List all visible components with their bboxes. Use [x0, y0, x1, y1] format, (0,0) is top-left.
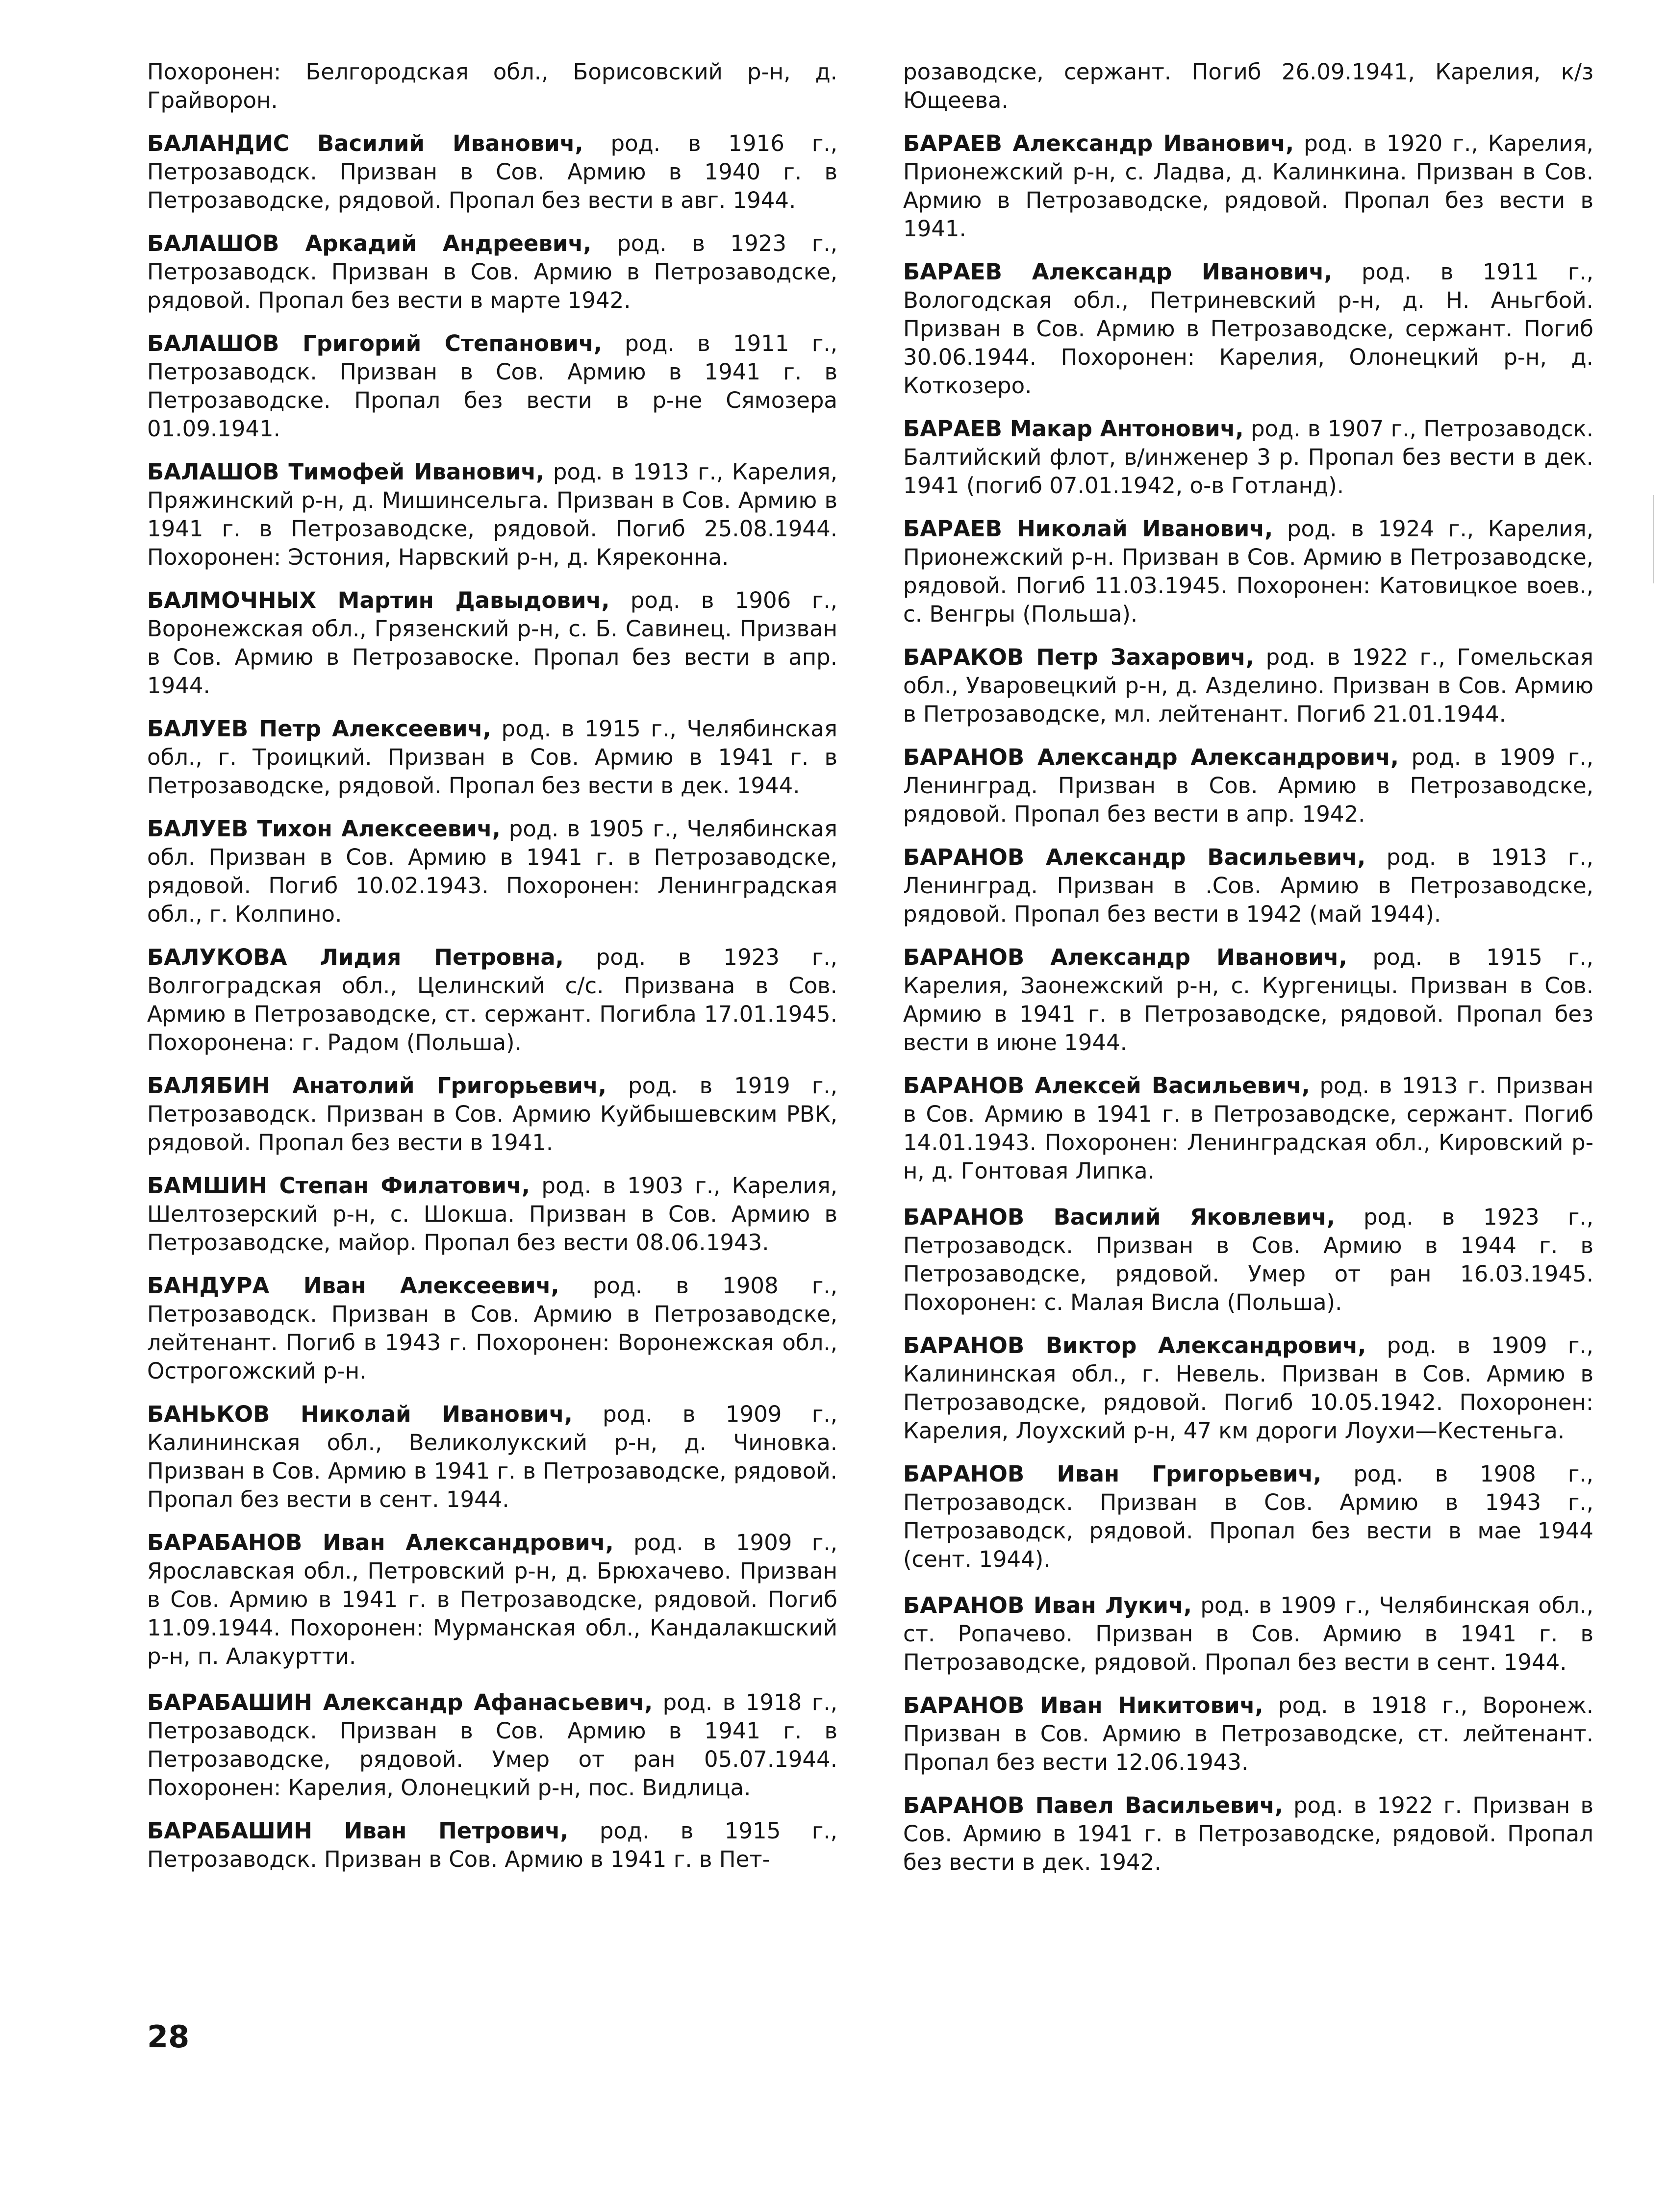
entry-name: БАРАНОВ Виктор Александрович, — [903, 1332, 1366, 1358]
entry-text: род. в 1916 г., Петрозаводск. Призван в Сов. Армию в 1940 г. в Петрозаводске, рядовой. Пропал без вести в авг. 1944. — [147, 130, 838, 213]
entry-text: род. в 1915 г., Петрозаводск. Призван в Сов. Армию в 1941 г. в Пет- — [147, 1818, 837, 1872]
entry-text: род. в 1908 г., Петрозаводск. Призван в Сов. Армию в Петрозаводске, лейтенант. Погиб в 1943 г. Похоронен: Воронежская обл., Острогожский р-н. — [147, 1273, 837, 1384]
entry-text: род. в 1903 г., Карелия, Шелтозерский р-н, с. Шокша. Призван в Сов. Армию в Петрозаводске, майор. Пропал без вести 08.06.1943. — [147, 1173, 838, 1256]
entry-text: род. в 1913 г. Призван в Сов. Армию в 1941 г. в Петрозаводске, сержант. Погиб 14.01.1943. Похоронен: Ленинградская обл., Кировский р-н, д. Гонтовая Липка. — [903, 1073, 1593, 1184]
entry-name: БАРАБАШИН Александр Афанасьевич, — [147, 1689, 653, 1715]
entry — [147, 715, 837, 800]
entry — [147, 1688, 837, 1802]
entry — [903, 1691, 1593, 1777]
entry — [147, 1400, 837, 1514]
entry-name: БАНЬКОВ Николай Иванович, — [147, 1401, 573, 1427]
entry-text: род. в 1923 г., Петрозаводск. Призван в Сов. Армию в Петрозаводске, рядовой. Пропал без вести в марте 1942. — [147, 230, 837, 313]
entry-name: БАРАНОВ Василий Яковлевич, — [903, 1204, 1335, 1230]
entry-text: род. в 1913 г., Карелия, Пряжинский р-н, д. Мишинсельга. Призван в Сов. Армию в 1941 г. в Петрозаводске, рядовой. Погиб 25.08.1944. Похоронен: Эстония, Нарвский р-н, д. Кяреконна. — [147, 459, 838, 570]
entry-name: БАРАНОВ Иван Никитович, — [903, 1692, 1263, 1718]
entry-text: род. в 1913 г., Ленинград. Призван в .Сов. Армию в Петрозаводске, рядовой. Пропал без вести в 1942 (май 1944). — [903, 844, 1593, 927]
entry — [147, 943, 837, 1057]
entry — [903, 1591, 1593, 1677]
entry — [147, 229, 837, 315]
entry — [147, 1072, 837, 1157]
entry-name: БАЛАШОВ Григорий Степанович, — [147, 330, 602, 356]
entry — [903, 743, 1593, 829]
entry-name: БАРАЕВ Александр Иванович, — [903, 130, 1294, 156]
entry-name: БАЛУКОВА Лидия Петровна, — [147, 944, 564, 970]
entry-text: род. в 1909 г., Ленинград. Призван в Сов. Армию в Петрозаводске, рядовой. Пропал без вести в апр. 1942. — [903, 744, 1593, 827]
right-column — [903, 58, 1593, 1891]
entry — [147, 458, 837, 572]
entry-name: БАЛАНДИС Василий Иванович, — [147, 130, 583, 156]
entry — [147, 1272, 837, 1385]
entry-name: БАЛАШОВ Аркадий Андреевич, — [147, 230, 592, 256]
entry — [903, 1460, 1593, 1574]
entry-name: БАЛУЕВ Тихон Алексеевич, — [147, 816, 501, 842]
entry-text: род. в 1918 г., Воронеж. Призван в Сов. Армию в Петрозаводске, ст. лейтенант. Пропал без вести 12.06.1943. — [903, 1692, 1593, 1775]
entry-name: БАРАНОВ Алексей Васильевич, — [903, 1073, 1310, 1099]
entry-name: БАРАБАНОВ Иван Александрович, — [147, 1530, 614, 1556]
entry — [147, 129, 837, 215]
entry — [903, 415, 1593, 500]
margin-mark — [1653, 495, 1654, 583]
entry-text: род. в 1923 г., Волгоградская обл., Целинский с/с. Призвана в Сов. Армию в Петрозаводске, ст. сержант. Погибла 17.01.1945. Похоронена: г. Радом (Польша). — [147, 944, 837, 1056]
entry-name: БАЛМОЧНЫХ Мартин Давыдович, — [147, 587, 610, 613]
entry — [903, 643, 1593, 729]
entry-text: род. в 1909 г., Калининская обл., г. Невель. Призван в Сов. Армию в Петрозаводске, рядовой. Погиб 10.05.1942. Похоронен: Карелия, Лоухский р-н, 47 км дороги Лоухи—Кестеньга. — [903, 1332, 1593, 1444]
entry-name: БАРАНОВ Александр Александрович, — [903, 744, 1399, 770]
entry-text: род. в 1908 г., Петрозаводск. Призван в Сов. Армию в 1943 г., Петрозаводск, рядовой. Пропал без вести в мае 1944 (сент. 1944). — [903, 1461, 1593, 1572]
entry-text: род. в 1909 г., Челябинская обл., ст. Ропачево. Призван в Сов. Армию в 1941 г. в Петрозаводске, рядовой. Пропал без вести в сент. 1944. — [903, 1592, 1593, 1675]
entry-name: БАРАНОВ Александр Иванович, — [903, 944, 1347, 970]
entry-text: род. в 1915 г., Карелия, Заонежский р-н, с. Кургеницы. Призван в Сов. Армию в 1941 г. в Петрозаводске, рядовой. Пропал без вести в июне 1944. — [903, 944, 1593, 1056]
entry-name: БАРАЕВ Макар Антонович, — [903, 416, 1244, 442]
entry — [903, 258, 1593, 400]
entry-name: БАМШИН Степан Филатович, — [147, 1173, 530, 1199]
entry-name: БАРАКОВ Петр Захарович, — [903, 644, 1254, 670]
entry-text: род. в 1909 г., Ярославская обл., Петровский р-н, д. Брюхачево. Призван в Сов. Армию в 1941 г. в Петрозаводске, рядовой. Погиб 11.09.1944. Похоронен: Мурманская обл., Кандалакшский р-н, п. Алакуртти. — [147, 1530, 837, 1669]
left-column — [147, 58, 837, 1888]
entry — [903, 843, 1593, 929]
entry — [903, 1791, 1593, 1877]
entry-text: Похоронен: Белгородская обл., Борисовский р-н, д. Грайворон. — [147, 59, 837, 113]
entry-name: БАЛАШОВ Тимофей Иванович, — [147, 459, 545, 485]
entry-name: БАРАНОВ Иван Лукич, — [903, 1592, 1192, 1618]
entry — [903, 58, 1593, 115]
entry-name: БАРАЕВ Николай Иванович, — [903, 516, 1273, 542]
entry-text: род. в 1919 г., Петрозаводск. Призван в Сов. Армию Куйбышевским РВК, рядовой. Пропал без вести в 1941. — [147, 1073, 837, 1156]
entry — [903, 943, 1593, 1057]
entry-text: род. в 1915 г., Челябинская обл., г. Троицкий. Призван в Сов. Армию в 1941 г. в Петрозаводске, рядовой. Пропал без вести в дек. 1944. — [147, 716, 837, 799]
entry-name: БАНДУРА Иван Алексеевич, — [147, 1273, 559, 1299]
entry — [147, 58, 837, 115]
page-number: 28 — [147, 2019, 190, 2055]
entry-text: род. в 1906 г., Воронежская обл., Грязенский р-н, с. Б. Савинец. Призван в Сов. Армию в Петрозавоске. Пропал без вести в апр. 1944. — [147, 587, 837, 699]
entry — [147, 1817, 837, 1874]
entry — [147, 329, 837, 443]
entry-text: род. в 1907 г., Петрозаводск. Балтийский флот, в/инженер 3 р. Пропал без вести в дек. 1941 (погиб 07.01.1942, о-в Готланд). — [903, 416, 1593, 499]
entry-text: род. в 1922 г. Призван в Сов. Армию в 1941 г. в Петрозаводске, рядовой. Пропал без вести в дек. 1942. — [903, 1792, 1593, 1875]
entry-text: род. в 1923 г., Петрозаводск. Призван в Сов. Армию в 1944 г. в Петрозаводске, рядовой. Умер от ран 16.03.1945. Похоронен: с. Малая Висла (Польша). — [903, 1204, 1593, 1315]
entry — [147, 586, 837, 700]
entry — [903, 1072, 1593, 1185]
entry-name: БАРАНОВ Павел Васильевич, — [903, 1792, 1283, 1818]
entry — [903, 1203, 1593, 1317]
entry-text: род. в 1920 г., Карелия, Прионежский р-н, с. Ладва, д. Калинкина. Призван в Сов. Армию в Петрозаводске, рядовой. Пропал без вести в 1941. — [903, 130, 1593, 242]
entry — [147, 1529, 837, 1671]
entry — [903, 515, 1593, 628]
entry — [147, 1172, 837, 1257]
entry — [903, 129, 1593, 243]
entry-name: БАРАБАШИН Иван Петрович, — [147, 1818, 569, 1844]
entry-text: род. в 1911 г., Петрозаводск. Призван в Сов. Армию в 1941 г. в Петрозаводске. Пропал без вести в р-не Сямозера 01.09.1941. — [147, 330, 837, 442]
entry-name: БАРАЕВ Александр Иванович, — [903, 259, 1333, 285]
entry-text: род. в 1918 г., Петрозаводск. Призван в Сов. Армию в 1941 г. в Петрозаводске, рядовой. Умер от ран 05.07.1944. Похоронен: Карелия, Олонецкий р-н, пос. Видлица. — [147, 1689, 837, 1801]
entry — [903, 1332, 1593, 1445]
entry-text: розаводске, сержант. Погиб 26.09.1941, Карелия, к/з Ющеева. — [903, 59, 1593, 113]
entry-text: род. в 1922 г., Гомельская обл., Уваровецкий р-н, д. Азделино. Призван в Сов. Армию в Петрозаводске, мл. лейтенант. Погиб 21.01.1944. — [903, 644, 1593, 727]
entry-name: БАРАНОВ Иван Григорьевич, — [903, 1461, 1322, 1487]
entry-text: род. в 1909 г., Калининская обл., Великолукский р-н, д. Чиновка. Призван в Сов. Армию в 1941 г. в Петрозаводске, рядовой. Пропал без вести в сент. 1944. — [147, 1401, 837, 1512]
entry-text: род. в 1911 г., Вологодская обл., Петриневский р-н, д. Н. Аньгбой. Призван в Сов. Армию в Петрозаводске, сержант. Погиб 30.06.1944. Похоронен: Карелия, Олонецкий р-н, д. Коткозеро. — [903, 259, 1593, 399]
entry-name: БАЛУЕВ Петр Алексеевич, — [147, 716, 491, 742]
entry-text: род. в 1924 г., Карелия, Прионежский р-н. Призван в Сов. Армию в Петрозаводске, рядовой. Погиб 11.03.1945. Похоронен: Катовицкое воев., с. Венгры (Польша). — [903, 516, 1593, 627]
entry-text: род. в 1905 г., Челябинская обл. Призван в Сов. Армию в 1941 г. в Петрозаводске, рядовой. Погиб 10.02.1943. Похоронен: Ленинградская обл., г. Колпино. — [147, 816, 837, 927]
entry-name: БАРАНОВ Александр Васильевич, — [903, 844, 1366, 870]
entry-name: БАЛЯБИН Анатолий Григорьевич, — [147, 1073, 606, 1099]
entry — [147, 815, 837, 929]
